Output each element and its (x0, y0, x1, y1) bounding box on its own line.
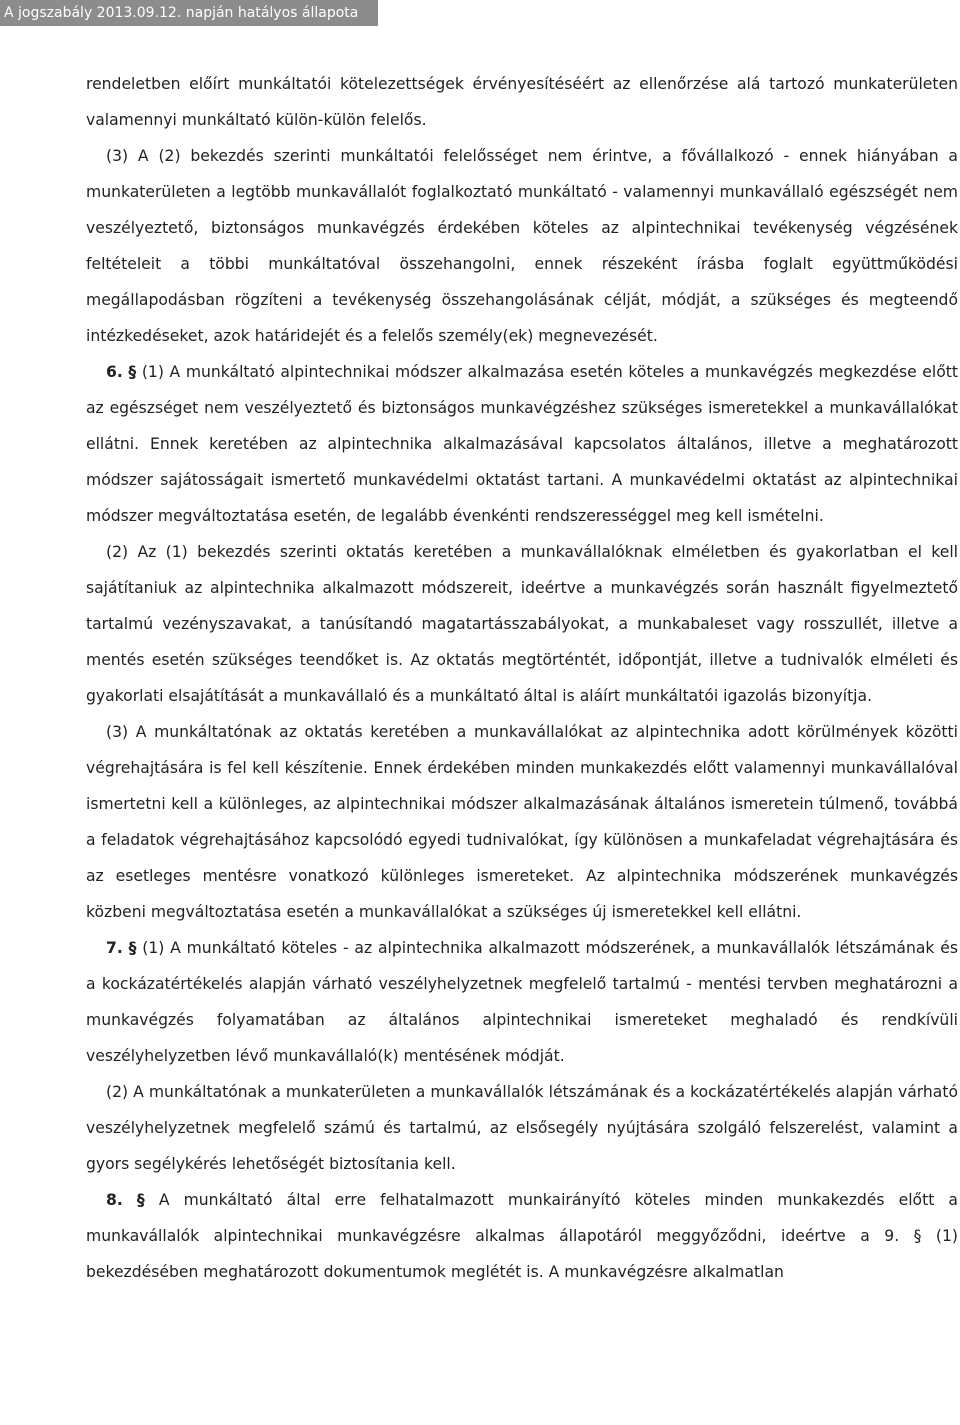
paragraph (86, 534, 958, 714)
paragraph (86, 138, 958, 354)
paragraph-text: rendeletben előírt munkáltatói kötelezettségek érvényesítéséért az ellenőrzése alá tartozó munkaterületen valamennyi munkáltató külön-külön felelős. (86, 75, 958, 129)
section-number: 6. (106, 363, 123, 381)
section-number: 8. (106, 1191, 123, 1209)
paragraph (86, 1074, 958, 1182)
section-sign: § (128, 363, 137, 381)
paragraph (86, 714, 958, 930)
header-title: A jogszabály 2013.09.12. napján hatályos állapota (4, 5, 359, 21)
paragraph (86, 66, 958, 138)
paragraph-text: A munkáltató által erre felhatalmazott munkairányító köteles minden munkakezdés előtt a munkavállalók alpintechnikai munkavégzésre alkalmas állapotáról meggyőződni, ideértve a 9. § (1) bekezdésében meghatározott dokumentumok meglétét is. A munkavégzésre alkalmatlan (86, 1191, 958, 1281)
section-number: 7. (106, 939, 123, 957)
document-body (86, 66, 958, 1290)
section-paragraph (86, 354, 958, 534)
paragraph-text: (3) A (2) bekezdés szerinti munkáltatói felelősséget nem érintve, a fővállalkozó - ennek hiányában a munkaterületen a legtöbb munkavállalót foglalkoztató munkáltató - valamennyi munkavállaló egészségét nem veszélyeztető, biztonságos munkavégzés érdekében köteles az alpintechnikai tevékenység végzésének feltételeit a többi munkáltatóval összehangolni, ennek részeként írásba foglalt együttműködési megállapodásban rögzíteni a tevékenység összehangolásának célját, módját, a szükséges és megteendő intézkedéseket, azok határidejét és a felelős személy(ek) megnevezését. (86, 147, 958, 345)
paragraph-text: (1) A munkáltató köteles - az alpintechnika alkalmazott módszerének, a munkavállalók létszámának és a kockázatértékelés alapján várható veszélyhelyzetnek megfelelő tartalmú - mentési tervben meghatározni a munkavégzés folyamatában az általános alpintechnikai ismereteket meghaladó és rendkívüli veszélyhelyzetben lévő munkavállaló(k) mentésének módját. (86, 939, 958, 1065)
section-sign: § (128, 939, 137, 957)
paragraph-text: (2) A munkáltatónak a munkaterületen a munkavállalók létszámának és a kockázatértékelés alapján várható veszélyhelyzetnek megfelelő számú és tartalmú, az elsősegély nyújtására szolgáló felszerelést, valamint a gyors segélykérés lehetőségét biztosítania kell. (86, 1083, 958, 1173)
section-paragraph (86, 930, 958, 1074)
section-paragraph (86, 1182, 958, 1290)
section-sign: § (136, 1191, 145, 1209)
paragraph-text: (2) Az (1) bekezdés szerinti oktatás keretében a munkavállalóknak elméletben és gyakorlatban el kell sajátítaniuk az alpintechnika alkalmazott módszereit, ideértve a munkavégzés során használt figyelmeztető tartalmú vezényszavakat, a tanúsítandó magatartásszabályokat, a munkabaleset vagy rosszullét, illetve a mentés esetén szükséges teendőket is. Az oktatás megtörténtét, időpontját, illetve a tudnivalók elméleti és gyakorlati elsajátítását a munkavállaló és a munkáltató által is aláírt munkáltatói igazolás bizonyítja. (86, 543, 958, 705)
paragraph-text: (3) A munkáltatónak az oktatás keretében a munkavállalókat az alpintechnika adott körülmények közötti végrehajtására is fel kell készítenie. Ennek érdekében minden munkakezdés előtt valamennyi munkavállalóval ismertetni kell a különleges, az alpintechnikai módszer alkalmazásának általános ismeretein túlmenő, továbbá a feladatok végrehajtásához kapcsolódó egyedi tudnivalókat, így különösen a munkafeladat végrehajtására és az esetleges mentésre vonatkozó különleges ismereteket. Az alpintechnika módszerének munkavégzés közbeni megváltoztatása esetén a munkavállalókat a szükséges új ismeretekkel kell ellátni. (86, 723, 958, 921)
page-header (0, 0, 378, 26)
paragraph-text: (1) A munkáltató alpintechnikai módszer alkalmazása esetén köteles a munkavégzés megkezdése előtt az egészséget nem veszélyeztető és biztonságos munkavégzéshez szükséges ismeretekkel a munkavállalókat ellátni. Ennek keretében az alpintechnika alkalmazásával kapcsolatos általános, illetve a meghatározott módszer sajátosságait ismertető munkavédelmi oktatást tartani. A munkavédelmi oktatást az alpintechnikai módszer megváltoztatása esetén, de legalább évenkénti rendszerességgel meg kell ismételni. (86, 363, 958, 525)
